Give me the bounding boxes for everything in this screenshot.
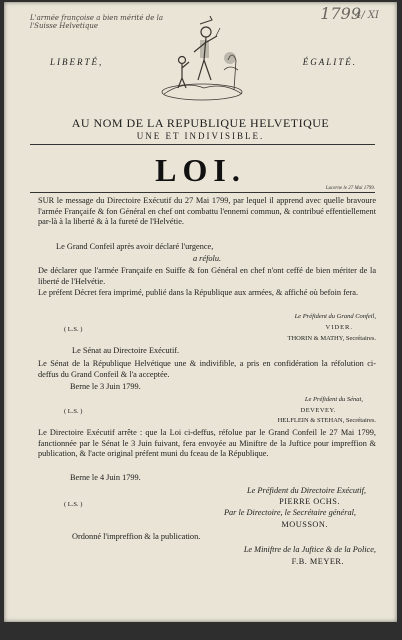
senate-secretaries: HELFLEIN & STEHAN, Secrétaires. — [277, 417, 376, 424]
secretary-general-title: Par le Directoire, le Secrétaire général, — [223, 508, 356, 517]
directory-president-title: Le Préfident du Directoire Exécutif, — [247, 486, 366, 495]
paragraph-publication: Le préfent Décret fera imprimé, publié dans la République aux armées, & affiché où befoin fera. — [38, 288, 359, 297]
directory-president-name: PIERRE OCHS. — [279, 497, 340, 506]
senate-president-title: Le Préfident du Sénat, — [304, 396, 363, 403]
justice-minister-name: F.B. MEYER. — [291, 557, 344, 566]
handwritten-page: 4/ XI — [355, 10, 379, 21]
republic-heading: AU NOM DE LA REPUBLIQUE HELVETIQUE — [71, 116, 330, 130]
paragraph-directory-decree: Le Directoire Exécutif arrête : que la Loi ci-deffus, réfolue par le Grand Confeil le 27 Mai 1799, fanctionnée par le Sénat le 3 Juin fuivant, fera envoyée au Miniftre de la Juftice pour impreffion & publication, & l'acte original préfent muni du fceau de la République. — [38, 428, 376, 458]
handwritten-number: 1799 — [320, 4, 361, 23]
document-title: LOI. — [155, 152, 246, 188]
paragraph-resolved: a réfolu. — [192, 254, 222, 263]
paragraph-urgency: Le Grand Confeil après avoir déclaré l'urgence, — [56, 242, 214, 251]
title-underline — [30, 192, 375, 193]
motto-egalite: ÉGALITÉ. — [302, 57, 357, 67]
paragraph-senate-heading: Le Sénat au Directoire Exécutif. — [72, 346, 180, 355]
paragraph-message: SUR le message du Directoire Exécutif du 27 Mai 1799, par lequel il apprend avec quelle bravoure l'armée Françaife & fon Général en chef ont combattu l'ennemi commun, & contribué effentiellement par-là à la liberté & à la fureté de l'Helvétie. — [38, 196, 376, 226]
seal-ls-1: ( L.S. ) — [64, 326, 83, 333]
motto-liberte: LIBERTÉ, — [50, 57, 104, 67]
seal-ls-2: ( L.S. ) — [64, 408, 83, 415]
paragraph-declaration: De déclarer que l'armée Françaife en Suiffe & fon Général en chef n'ont ceffé de bien mériter de la liberté de l'Helvétie. — [38, 266, 376, 286]
grand-council-president-title: Le Préfident du Grand Confeil, — [294, 313, 376, 320]
senate-date: Berne le 3 Juin 1799. — [70, 382, 141, 391]
handwritten-note: L'armée françoise a bien mérité de la l'Suisse Helvetique — [30, 14, 163, 30]
document-date: Lucerne le 27 Mai 1799. — [325, 186, 375, 191]
grand-council-secretaries: THORIN & MATHY, Secrétaires. — [287, 335, 376, 342]
secretary-general-name: MOUSSON. — [281, 520, 328, 529]
document-page — [4, 2, 397, 622]
directory-date: Berne le 4 Juin 1799. — [70, 473, 141, 482]
justice-minister-title: Le Miniftre de la Juftice & de la Police, — [243, 545, 376, 554]
paragraph-senate-acceptance: Le Sénat de la République Helvétique une & indivifible, a pris en confidération la réfolution ci-deffus du Grand Confeil & l'a acceptée. — [38, 359, 376, 379]
title-divider — [30, 144, 375, 145]
senate-president-name: DEVEVEY. — [300, 407, 336, 414]
republic-subheading: UNE ET INDIVISIBLE. — [136, 131, 265, 141]
paragraph-order-print: Ordonné l'impreffion & la publication. — [72, 532, 201, 541]
grand-council-president-name: VIDER. — [325, 324, 353, 331]
william-tell-vignette — [154, 10, 249, 106]
scan-background — [0, 622, 402, 640]
seal-ls-3: ( L.S. ) — [64, 501, 83, 508]
